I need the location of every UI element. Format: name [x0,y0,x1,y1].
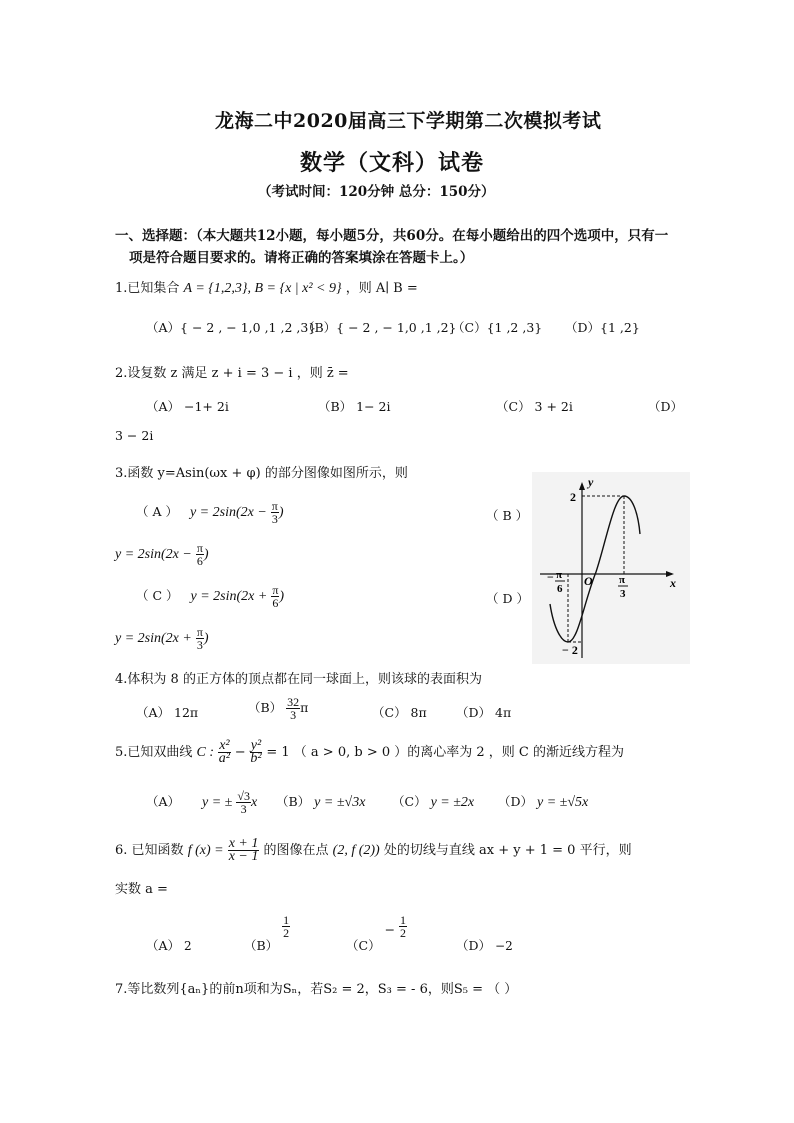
q5-frac-x: $\frac{\text{x²}}{\text{a²}}$ [218,738,230,766]
q3-a-frac: $\frac{\pi}{3}$ [271,499,278,526]
q1-suffix: ，则 A∣ B = [345,281,418,296]
q5-option-c: （C） y = ±2x [392,794,475,810]
q1-prefix: 1.已知集合 [115,281,180,296]
q3-d-expr: y = 2sin(2x + [115,631,192,646]
exam-subtitle: 数学（文科）试卷 [300,150,485,176]
q1-option-d: （D）{1 ,2} [565,320,640,335]
graph-y-label: y [588,475,594,489]
q1-option-b: （B）{ − 2 , − 1,0 ,1 ,2} [302,320,457,335]
q2-option-d: （D） [648,399,684,414]
q3-option-a: （ A ） y = 2sin(2x − $\frac{\pi}{3}$ ) [136,499,284,526]
q3-sine-graph [532,472,690,664]
q6-option-c: （C） − $\frac{1}{2}$ [346,913,407,953]
question-2: 2.设复数 z 满足 z + i = 3 − i ，则 z̄ = [115,366,349,381]
q5-option-b: （B） y = ±√3x [276,794,366,810]
question-7: 7.等比数列{aₙ}的前n项和为Sₙ，若S₂ = 2，S₃ = - 6，则S₅ = （ ） [115,982,518,997]
q3-option-d-label: （ D ） [486,591,529,606]
q4-option-d: （D） 4π [456,705,512,720]
q1-option-c: （C）{1 ,2 ,3} [452,320,543,335]
graph-ymin-label: − 2 [562,643,578,657]
q5-option-d: （D） y = ±√5x [498,794,589,810]
q3-c-expr: y = 2sin(2x + [190,589,268,604]
q2-option-d-value: 3 − 2i [115,428,154,443]
q3-a-label: （ A ） [136,504,178,519]
q3-option-c: （ C ） y = 2sin(2x + $\frac{\pi}{6}$ ) [136,583,285,610]
q6-option-a: （A） 2 [146,938,192,953]
q6-b-frac: $\frac{1}{2}$ [283,913,290,940]
exam-title: 龙海二中2020届高三下学期第二次模拟考试 [215,110,602,132]
q4-b-frac: $\frac{32}{3}$ [287,695,300,722]
q4-option-b: （B） $\frac{32}{3}$ π [248,695,309,722]
q4-option-a: （A） 12π [136,705,199,720]
section-heading-line2: 项是符合题目要求的。请将正确的答案填涂在答题卡上。） [129,250,474,266]
question-1 [115,277,418,297]
q2-option-b: （B） 1− 2i [318,399,391,414]
q1-sets: A = {1,2,3}, B = {x | x² < 9} [183,281,342,296]
graph-xright-den: 3 [620,588,626,600]
q3-option-b: y = 2sin(2x − $\frac{\pi}{6}$ ) [115,541,209,568]
q3-b-expr: y = 2sin(2x − [115,547,192,562]
graph-origin-label: O [584,574,593,588]
q5-a-frac: $\frac{√3}{3}$ [237,789,250,816]
q6-option-b: （B） $\frac{1}{2}$ [244,913,290,953]
q3-c-frac: $\frac{\pi}{6}$ [272,583,279,610]
section-heading-line1: 一、选择题：（本大题共12小题，每小题5分，共60分。在每小题给出的四个选项中，只有一 [115,228,669,244]
q3-a-expr: y = 2sin(2x − [189,505,267,520]
graph-xleft-sign: − [547,570,554,584]
q2-option-c: （C） 3 + 2i [496,399,573,414]
q6-c-frac: $\frac{1}{2}$ [400,913,407,940]
graph-x-label: x [670,576,676,590]
question-6: 6. 已知函数 f (x) = $\frac{x + 1}{x - 1}$ 的图像在点 (2, f (2)) 处的切线与直线 ax + y + 1 = 0 平行，则 [115,836,632,864]
graph-xright-num: π [619,574,626,586]
graph-background [532,472,690,664]
q3-b-frac: $\frac{\pi}{6}$ [196,541,203,568]
question-5: 5.已知双曲线 C : $\frac{\text{x²}}{\text{a²}}$ − $\frac{\text{y²}}{\text{b²}}$ = 1 （ a > 0, b > 0 ）的离心率为 2 ，则 C 的渐近线方程为 [115,738,625,766]
graph-xleft-den: 6 [557,583,563,595]
q3-option-b-label: （ B ） [486,508,529,523]
graph-xleft-num: π [556,569,563,581]
q5-option-a: （A） y = ± $\frac{√3}{3}$ x [146,789,258,816]
exam-info: （考试时间：120分钟 总分：150分） [258,184,495,200]
q3-d-frac: $\frac{\pi}{3}$ [196,625,203,652]
graph-ymax-label: 2 [570,490,576,504]
q3-option-d: y = 2sin(2x + $\frac{\pi}{3}$ ) [115,625,209,652]
q4-option-c: （C） 8π [372,705,427,720]
q3-c-label: （ C ） [136,588,179,603]
q6-frac: $\frac{x + 1}{x - 1}$ [228,836,259,864]
question-3: 3.函数 y=Asin(ωx + φ) 的部分图像如图所示，则 [115,466,408,481]
q6-line2: 实数 a = [115,882,168,897]
q1-option-a: （A）{ − 2 , − 1,0 ,1 ,2 ,3} [146,320,317,335]
q5-frac-y: $\frac{\text{y²}}{\text{b²}}$ [250,738,262,766]
q6-option-d: （D） −2 [456,938,513,953]
question-4: 4.体积为 8 的正方体的顶点都在同一球面上，则该球的表面积为 [115,672,482,687]
q2-option-a: （A） −1+ 2i [146,399,229,414]
